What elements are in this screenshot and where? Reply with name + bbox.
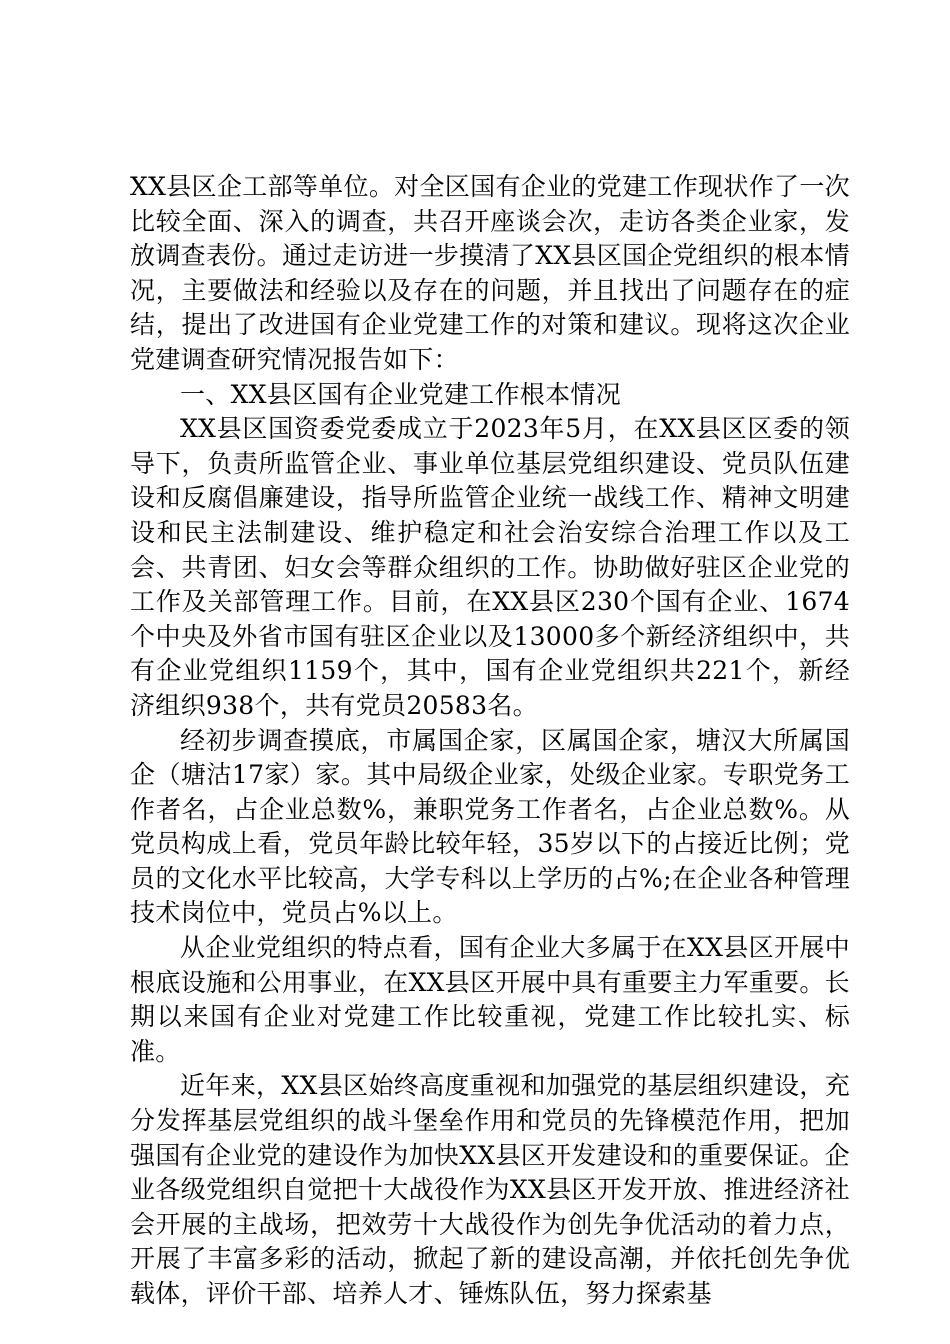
section-heading: 一、XX县区国有企业党建工作根本情况 xyxy=(180,379,621,409)
document-body xyxy=(130,170,850,1312)
paragraph-intro: XX县区企工部等单位。对全区国有企业的党建工作现状作了一次比较全面、深入的调查，共召开座谈会次，走访各类企业家，发放调查表份。通过走访进一步摸清了XX县区国企党组织的根本情况，主要做法和经验以及存在的问题，并且找出了问题存在的症结，提出了改进国有企业党建工作的对策和建议。现将这次企业党建调查研究情况报告如下： xyxy=(130,172,850,374)
paragraph-characteristics: 从企业党组织的特点看，国有企业大多属于在XX县区开展中根底设施和公用事业，在XX县区开展中具有重要主力军重要。长期以来国有企业对党建工作比较重视，党建工作比较扎实、标准。 xyxy=(130,933,850,1066)
paragraph-recent-years: 近年来，XX县区始终高度重视和加强党的基层组织建设，充分发挥基层党组织的战斗堡垒作用和党员的先锋模范作用，把加强国有企业党的建设作为加快XX县区开发建设和的重要保证。企业各级党组织自觉把十大战役作为XX县区开发开放、推进经济社会开展的主战场，把效劳十大战役作为创先争优活动的着力点，开展了丰富多彩的活动，掀起了新的建设高潮，并依托创先争优载体，评价干部、培养人才、锤炼队伍，努力探索基 xyxy=(130,1071,850,1308)
paragraph-overview: XX县区国资委党委成立于2023年5月，在XX县区区委的领导下，负责所监管企业、事业单位基层党组织建设、党员队伍建设和反腐倡廉建设，指导所监管企业统一战线工作、精神文明建设和民主法制建设、维护稳定和社会治安综合治理工作以及工会、共青团、妇女会等群众组织的工作。协助做好驻区企业党的工作及关部管理工作。目前，在XX县区230个国有企业、1674个中央及外省市国有驻区企业以及13000多个新经济组织中，共有企业党组织1159个，其中，国有企业党组织共221个，新经济组织938个，共有党员20583名。 xyxy=(130,414,850,720)
paragraph-survey: 经初步调查摸底，市属国企家，区属国企家，塘汉大所属国企（塘沽17家）家。其中局级企业家，处级企业家。专职党务工作者名，占企业总数%，兼职党务工作者名，占企业总数%。从党员构成上看，党员年龄比较年轻，35岁以下的占接近比例；党员的文化水平比较高，大学专科以上学历的占%;在企业各种管理技术岗位中，党员占%以上。 xyxy=(130,725,850,928)
